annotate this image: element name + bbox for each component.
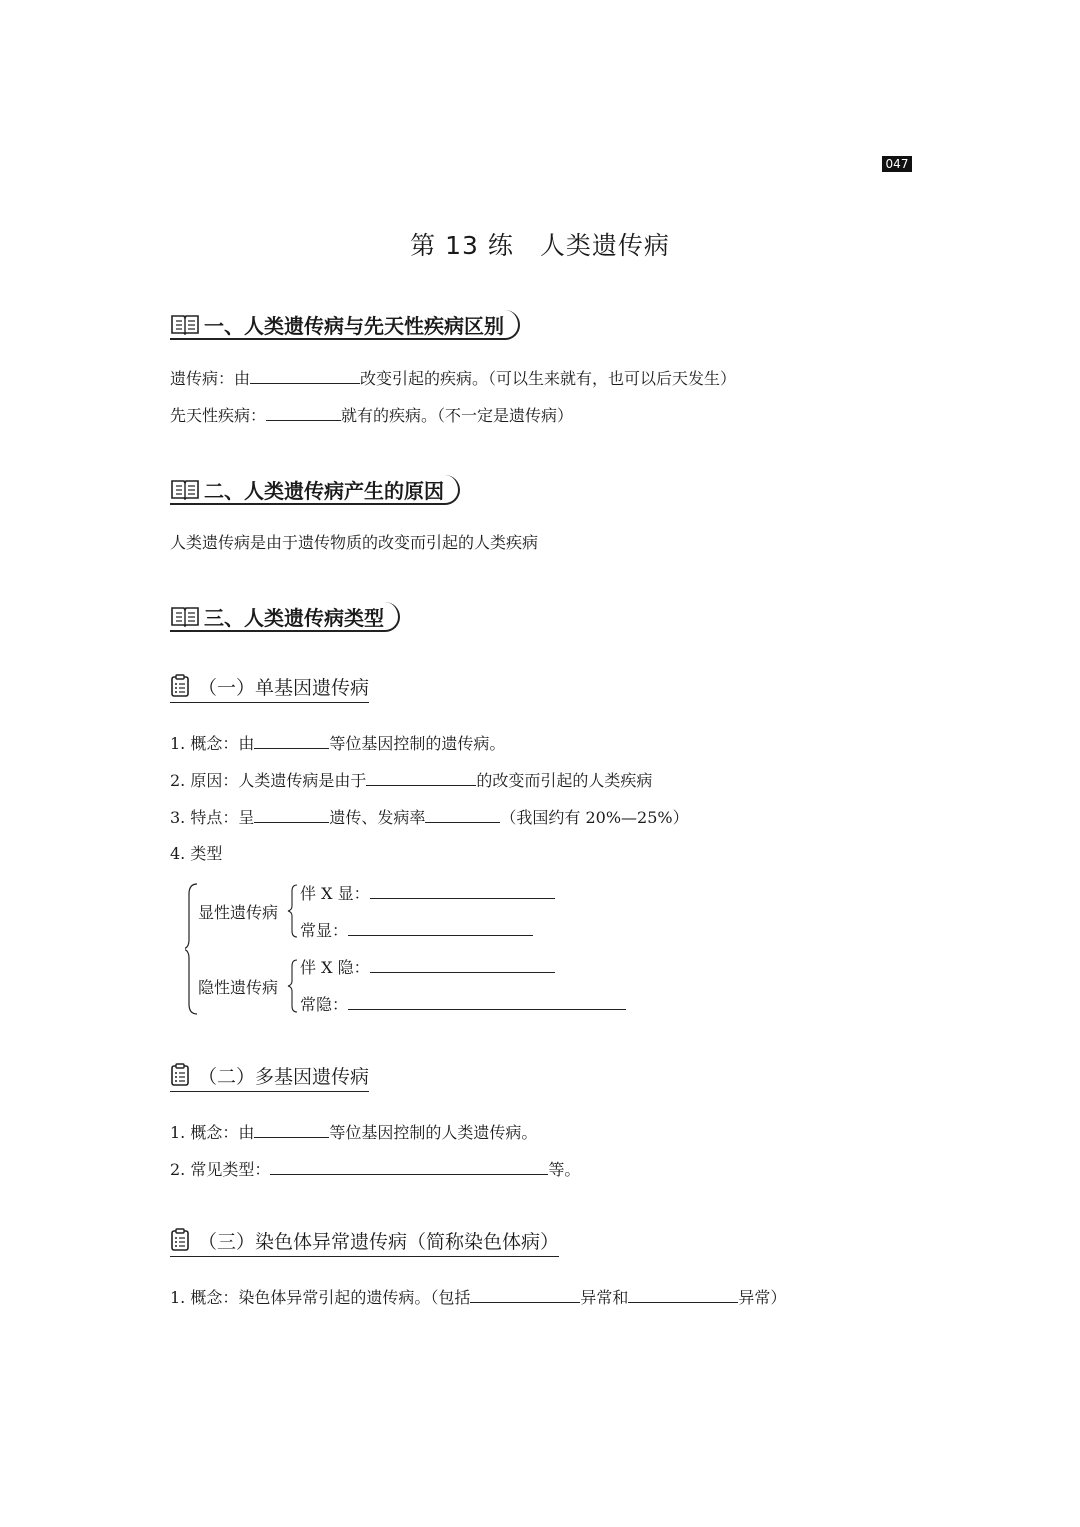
text: 异常） (738, 1288, 787, 1307)
answer-blank[interactable] (250, 367, 360, 384)
item-types: 4. 类型 (170, 844, 223, 863)
book-icon (170, 477, 200, 501)
item-characteristics (170, 806, 689, 829)
subsection-3-title: （三）染色体异常遗传病（简称染色体病） (198, 1230, 560, 1253)
answer-blank[interactable] (470, 1286, 580, 1303)
answer-blank[interactable] (370, 882, 555, 899)
answer-blank[interactable] (366, 769, 476, 786)
answer-blank[interactable] (254, 806, 329, 823)
text: 遗传、发病率 (329, 808, 426, 827)
autosomal-dominant (300, 919, 533, 942)
answer-blank[interactable] (254, 1121, 329, 1138)
answer-blank[interactable] (348, 993, 626, 1010)
definition-congenital-disease (170, 404, 573, 427)
item-cause (170, 769, 652, 792)
text: 2. 常见类型： (170, 1160, 271, 1179)
item-concept (170, 732, 505, 755)
text: 常显： (300, 921, 349, 940)
subsection-3-heading (170, 1226, 559, 1257)
text: 2. 原因：人类遗传病是由于 (170, 771, 367, 790)
text: 常隐： (300, 995, 349, 1014)
text: 先天性疾病： (170, 406, 267, 425)
polygenic-concept (170, 1121, 537, 1144)
answer-blank[interactable] (266, 404, 341, 421)
clipboard-icon (170, 1063, 190, 1087)
section-3-heading (170, 602, 400, 632)
text: 1. 概念：由 (170, 1123, 255, 1142)
answer-blank[interactable] (425, 806, 500, 823)
text: 等位基因控制的遗传病。 (329, 734, 506, 753)
answer-blank[interactable] (270, 1158, 548, 1175)
section-1-title: 一、人类遗传病与先天性疾病区别 (204, 313, 504, 338)
x-linked-recessive (300, 956, 555, 979)
text: 伴 X 隐： (300, 958, 370, 977)
recessive-label: 隐性遗传病 (198, 978, 279, 997)
text: 3. 特点：呈 (170, 808, 255, 827)
text: 等。 (548, 1160, 581, 1179)
cause-statement: 人类遗传病是由于遗传物质的改变而引起的人类疾病 (170, 533, 539, 552)
subsection-1-title: （一）单基因遗传病 (198, 676, 370, 699)
subsection-1-heading (170, 672, 369, 703)
section-2-title: 二、人类遗传病产生的原因 (204, 478, 444, 503)
definition-genetic-disease (170, 367, 736, 390)
answer-blank[interactable] (348, 919, 533, 936)
book-icon (170, 312, 200, 336)
section-3-title: 三、人类遗传病类型 (204, 605, 384, 630)
chromosomal-concept (170, 1286, 786, 1309)
x-linked-dominant (300, 882, 555, 905)
book-icon (170, 604, 200, 628)
subsection-2-heading (170, 1061, 369, 1092)
dominant-label: 显性遗传病 (198, 903, 279, 922)
answer-blank[interactable] (254, 732, 329, 749)
autosomal-recessive (300, 993, 626, 1016)
text: 就有的疾病。（不一定是遗传病） (341, 406, 574, 425)
text: 等位基因控制的人类遗传病。 (329, 1123, 538, 1142)
section-1-heading (170, 310, 520, 340)
text: 改变引起的疾病。（可以生来就有，也可以后天发生） (360, 369, 737, 388)
text: 1. 概念：由 (170, 734, 255, 753)
text: 1. 概念：染色体异常引起的遗传病。（包括 (170, 1288, 471, 1307)
clipboard-icon (170, 674, 190, 698)
page-title: 第 13 练 人类遗传病 (410, 231, 670, 260)
text: 遗传病：由 (170, 369, 251, 388)
answer-blank[interactable] (370, 956, 555, 973)
polygenic-types (170, 1158, 580, 1181)
text: （我国约有 20%—25%） (500, 808, 689, 827)
subsection-2-title: （二）多基因遗传病 (198, 1065, 370, 1088)
text: 伴 X 显： (300, 884, 370, 903)
text: 的改变而引起的人类疾病 (476, 771, 653, 790)
answer-blank[interactable] (628, 1286, 738, 1303)
section-2-heading (170, 475, 460, 505)
text: 异常和 (580, 1288, 629, 1307)
clipboard-icon (170, 1228, 190, 1252)
page-number: 047 (882, 156, 912, 172)
